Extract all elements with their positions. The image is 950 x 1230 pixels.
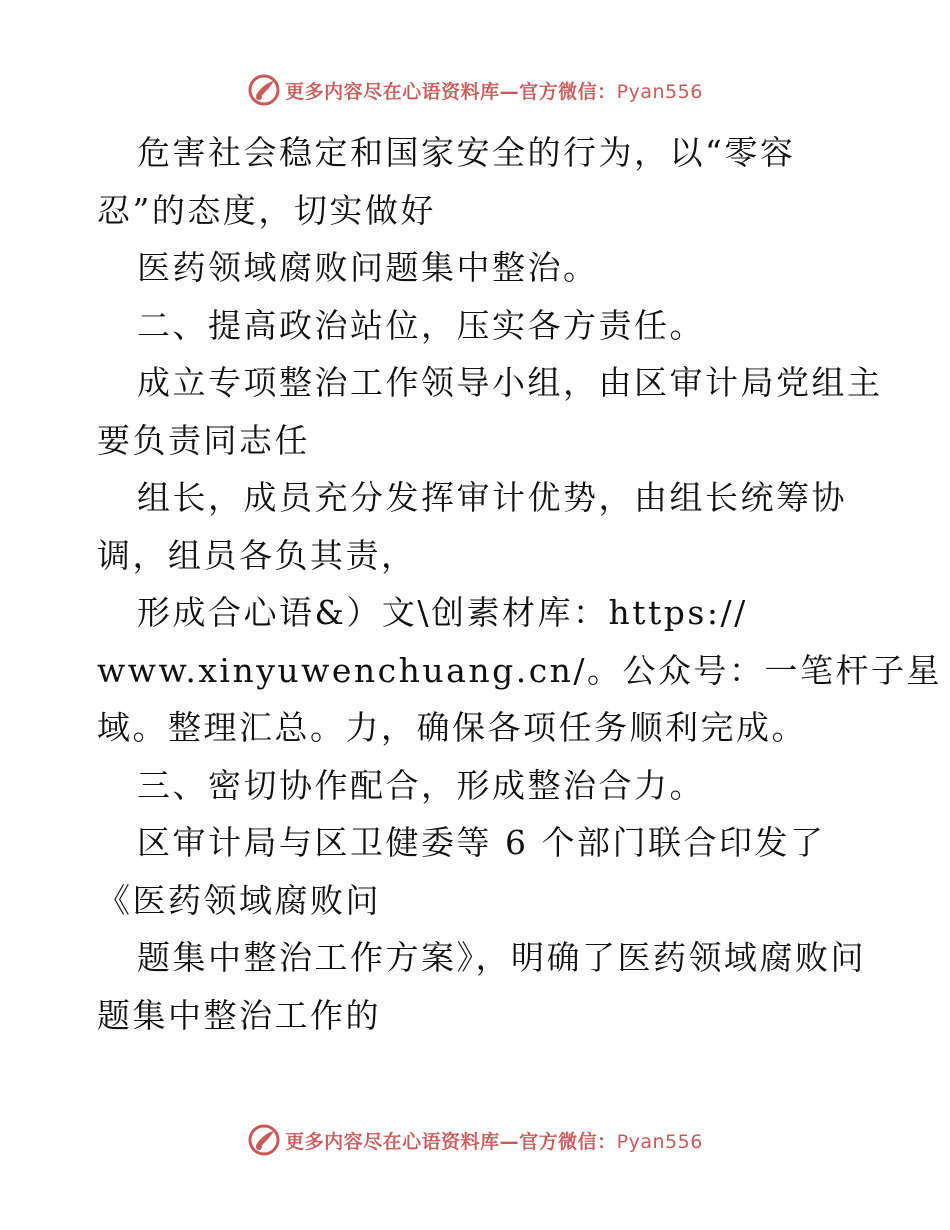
body-line: 区审计局与区卫健委等 6 个部门联合印发了 <box>137 823 826 862</box>
banner-text: 更多内容尽在心语资料库—官方微信： <box>285 80 617 103</box>
header-banner <box>0 70 950 110</box>
body-line: 忍”的态度，切实做好 <box>97 190 436 230</box>
body-line: 成立专项整治工作领导小组，由区审计局党组主 <box>137 363 883 402</box>
body-line: 题集中整治工作的 <box>97 995 381 1035</box>
body-line: 域。整理汇总。力，确保各项任务顺利完成。 <box>97 708 807 747</box>
body-line: 二、提高政治站位，压实各方责任。 <box>137 305 705 345</box>
brush-seal-icon <box>247 1123 281 1157</box>
body-line: 形成合心语&）文\创素材库：https:// <box>137 593 748 632</box>
body-line: 题集中整治工作方案》，明确了医药领域腐败问 <box>137 938 866 977</box>
body-line: 要负责同志任 <box>97 420 310 460</box>
brush-seal-icon <box>247 73 281 107</box>
body-line: 三、密切协作配合，形成整治合力。 <box>137 765 705 805</box>
banner-wechat-id: Pyan556 <box>616 80 703 103</box>
body-line: www.xinyuwenchuang.cn/。公众号：一笔杆子星 <box>97 650 943 690</box>
banner-text: 更多内容尽在心语资料库—官方微信： <box>285 1130 617 1153</box>
body-line: 调，组员各负其责， <box>97 535 417 575</box>
footer-banner <box>0 1120 950 1160</box>
document-body <box>97 124 943 1044</box>
body-line: 危害社会稳定和国家安全的行为，以“零容 <box>137 133 796 172</box>
body-line: 医药领域腐败问题集中整治。 <box>137 248 599 287</box>
banner-wechat-id: Pyan556 <box>616 1130 703 1153</box>
body-line: 《医药领域腐败问 <box>97 880 381 920</box>
body-line: 组长，成员充分发挥审计优势，由组长统筹协 <box>137 478 847 517</box>
